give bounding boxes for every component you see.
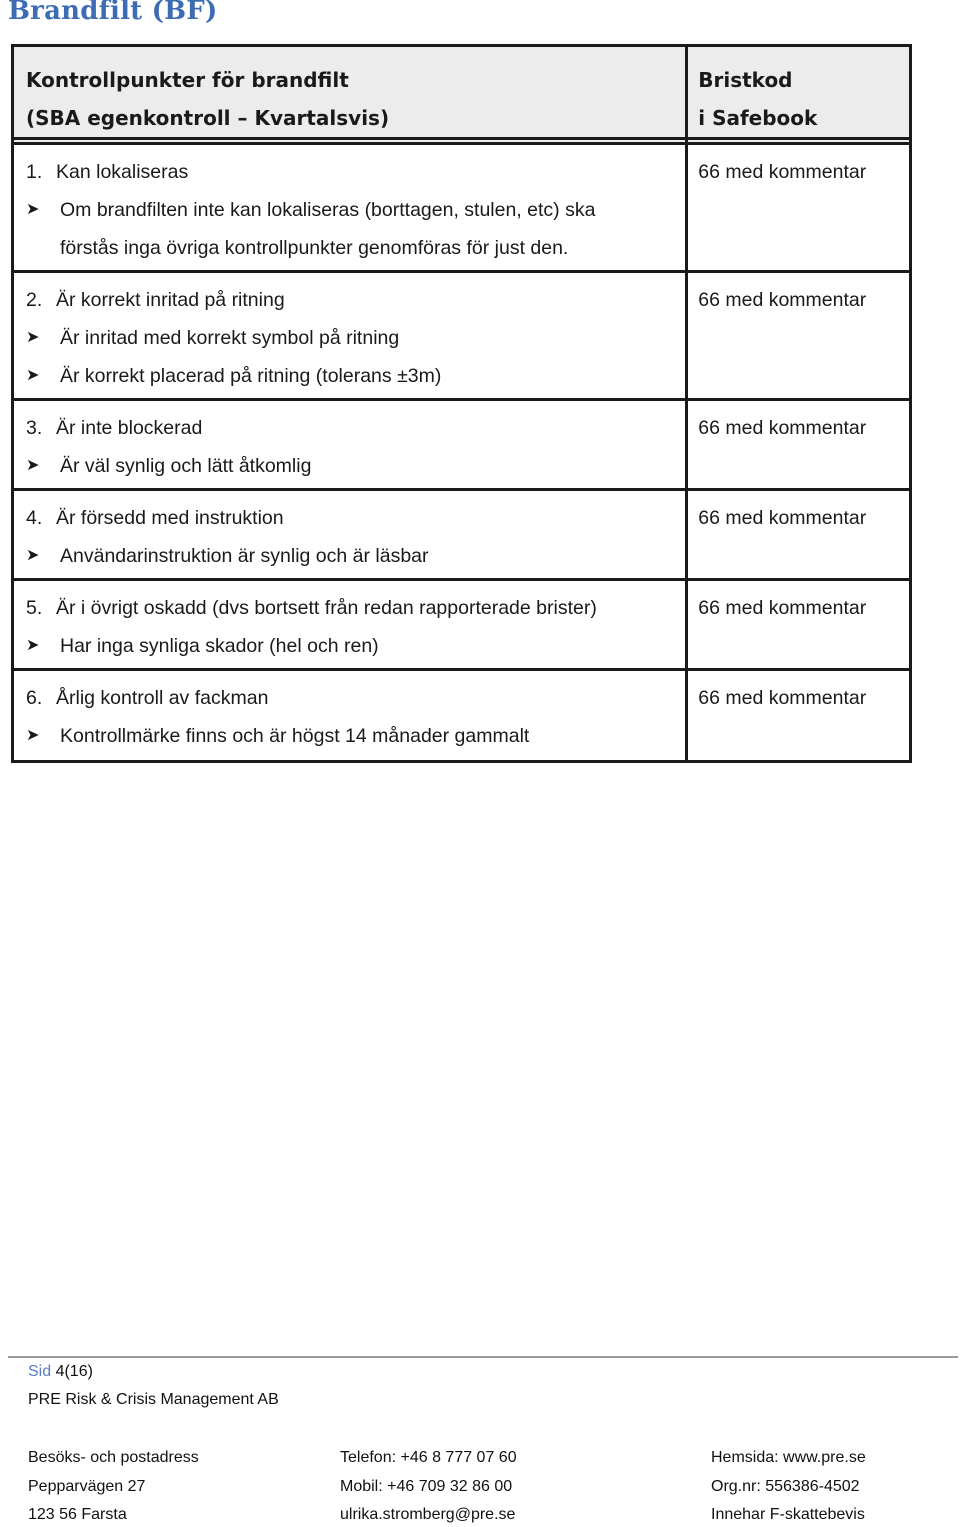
- page-number: Sid 4(16): [28, 1363, 93, 1380]
- address-heading: Besöks- och postadress: [28, 1449, 199, 1466]
- row-sub-item: ➤ Har inga synliga skador (hel och ren): [26, 627, 685, 665]
- row-sub-item-cont: förstås inga övriga kontrollpunkter genomföras för just den.: [60, 237, 569, 259]
- table-row: [13, 490, 911, 580]
- row-heading: 2. Är korrekt inritad på ritning: [26, 289, 285, 311]
- row-heading: 3. Är inte blockerad: [26, 417, 203, 439]
- header-right-line2: i Safebook: [698, 106, 818, 130]
- header-left-cell: [13, 46, 687, 139]
- row-sub-item: ➤ Är inritad med korrekt symbol på ritning: [26, 319, 685, 357]
- row-heading: 5. Är i övrigt oskadd (dvs bortsett från redan rapporterade brister): [26, 597, 597, 619]
- arrow-bullet-icon: ➤: [26, 329, 40, 346]
- header-left-line1: Kontrollpunkter för brandfilt: [26, 68, 349, 92]
- row-heading: 1. Kan lokaliseras: [26, 161, 189, 183]
- row-sub-item: ➤ Kontrollmärke finns och är högst 14 månader gammalt: [26, 717, 685, 755]
- arrow-bullet-icon: ➤: [26, 547, 40, 564]
- tax-status: Innehar F-skattebevis: [711, 1506, 865, 1523]
- table-header-row: [13, 46, 911, 139]
- row-sub-item: ➤ Om brandfilten inte kan lokaliseras (borttagen, stulen, etc) ska: [26, 191, 685, 229]
- row-sub-item: ➤ Är korrekt placerad på ritning (tolerans ±3m): [26, 357, 685, 395]
- defect-code: 66 med kommentar: [698, 161, 867, 183]
- table-row: [13, 580, 911, 670]
- company-name: PRE Risk & Crisis Management AB: [28, 1391, 279, 1408]
- arrow-bullet-icon: ➤: [26, 367, 40, 384]
- arrow-bullet-icon: ➤: [26, 201, 40, 218]
- email-link[interactable]: ulrika.stromberg@pre.se: [340, 1506, 516, 1523]
- defect-code: 66 med kommentar: [698, 417, 867, 439]
- row-heading: 6. Årlig kontroll av fackman: [26, 687, 269, 709]
- header-right-cell: [687, 46, 911, 139]
- page-title: Brandfilt (BF): [8, 0, 218, 26]
- phone: Telefon: +46 8 777 07 60: [340, 1449, 517, 1466]
- table-row: [13, 272, 911, 400]
- arrow-bullet-icon: ➤: [26, 637, 40, 654]
- checklist-table: [11, 44, 912, 763]
- defect-code: 66 med kommentar: [698, 687, 867, 709]
- mobile: Mobil: +46 709 32 86 00: [340, 1478, 513, 1495]
- street-address: Pepparvägen 27: [28, 1478, 146, 1495]
- table-row: [13, 670, 911, 762]
- row-sub-item: ➤ Är väl synlig och lätt åtkomlig: [26, 447, 685, 485]
- header-right-line1: Bristkod: [698, 68, 793, 92]
- org-number: Org.nr: 556386-4502: [711, 1478, 860, 1495]
- defect-code: 66 med kommentar: [698, 507, 867, 529]
- row-heading: 4. Är försedd med instruktion: [26, 507, 284, 529]
- website-link[interactable]: Hemsida: www.pre.se: [711, 1449, 866, 1466]
- defect-code: 66 med kommentar: [698, 597, 867, 619]
- postal-city: 123 56 Farsta: [28, 1506, 127, 1523]
- header-left-line2: (SBA egenkontroll – Kvartalsvis): [26, 106, 390, 130]
- table-row: [13, 144, 911, 272]
- table-row: [13, 400, 911, 490]
- arrow-bullet-icon: ➤: [26, 727, 40, 744]
- footer-divider: [8, 1356, 958, 1358]
- arrow-bullet-icon: ➤: [26, 457, 40, 474]
- defect-code: 66 med kommentar: [698, 289, 867, 311]
- row-sub-item: ➤ Användarinstruktion är synlig och är läsbar: [26, 537, 685, 575]
